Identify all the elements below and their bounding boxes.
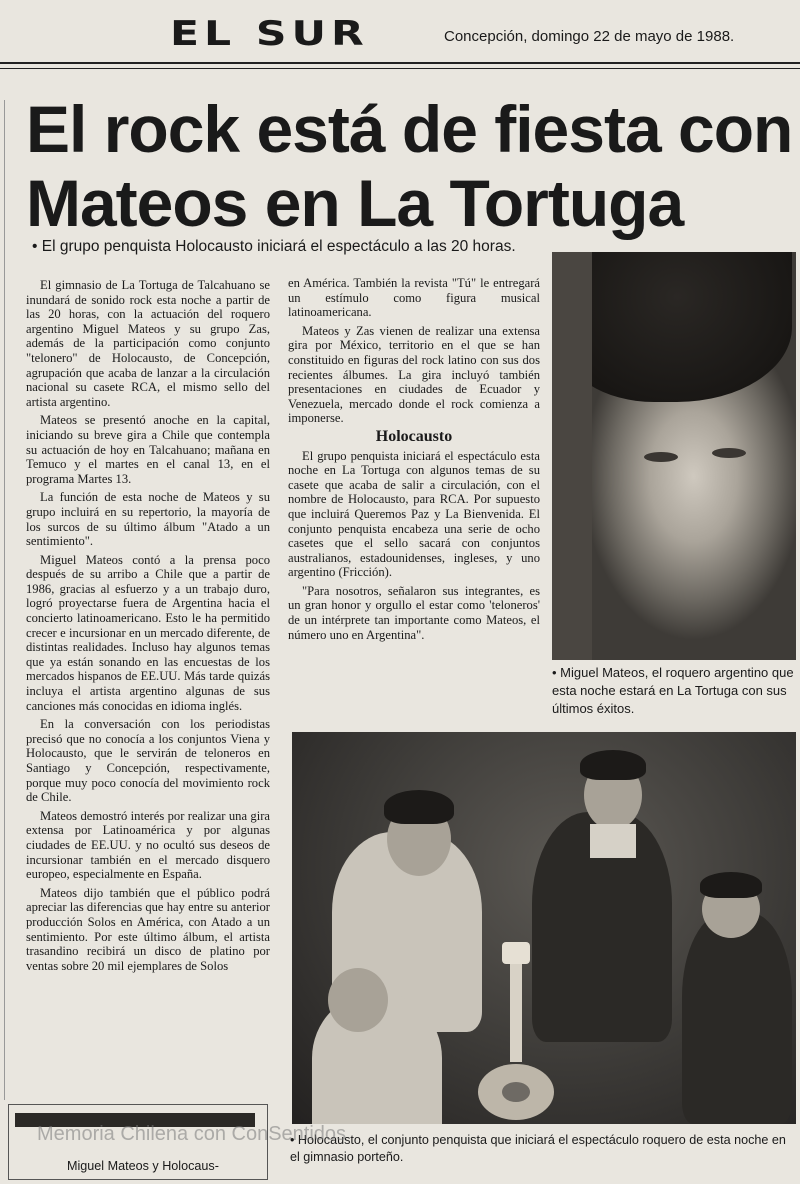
article-kicker: • El grupo penquista Holocausto iniciará el espectáculo a las 20 horas. bbox=[32, 238, 516, 255]
top-rule bbox=[0, 62, 800, 64]
paragraph: Mateos demostró interés por realizar una gira extensa por Latinoamérica y por algunas ciudades de EE.UU. y no ocultó sus deseos de incursionar también en el mercado disquero europeo, especialmente en España. bbox=[26, 808, 270, 882]
sidebar-box bbox=[8, 1104, 347, 1180]
paragraph: Mateos se presentó anoche en la capital, iniciando su breve gira a Chile que contempla su actuación de hoy en Talcahuano; mañana en Temuco y el martes en el canal 13, en el programa Martes 13. bbox=[26, 413, 270, 486]
portrait-hair bbox=[562, 252, 792, 402]
shirt-collar bbox=[590, 824, 636, 858]
dateline: Concepción, domingo 22 de mayo de 1988. bbox=[444, 28, 735, 45]
portrait-photo bbox=[552, 252, 796, 660]
sidebar-label: Miguel Mateos y Holocaus- bbox=[67, 1159, 219, 1173]
band-member-hair bbox=[384, 790, 454, 824]
band-photo bbox=[292, 732, 796, 1124]
band-member-head bbox=[328, 968, 388, 1032]
paragraph: Mateos dijo también que el público podrá apreciar las diferencias que hay entre su anterior producción Solos en América, con Atado a un sentimiento. Por este último álbum, el artista trasandino recibirá un disco de platino por ventas sobre 20 mil ejemplares de Solos bbox=[26, 885, 270, 973]
newspaper-masthead: EL SUR bbox=[170, 14, 369, 54]
paragraph: Miguel Mateos contó a la prensa poco después de su arribo a Chile que a partir de 1986, gracias al esfuerzo y a un trabajo duro, logró proyectarse fuera de Argentina hacia el concierto latinoamericano. Esto le ha permitido crecer e incursionar en un mercado diferente, de distintas realidades. Incluso hay algunos temas que ya están sonando en las encuestas de los mercados hispanos de EE.UU. Más tarde quizás incluya el artista argentino algunas de sus canciones más conocidas en idioma inglés. bbox=[26, 552, 270, 713]
portrait-eye bbox=[644, 452, 678, 462]
band-photo-caption: • Holocausto, el conjunto penquista que iniciará el espectáculo roquero de esta noche en el gimnasio porteño. bbox=[290, 1133, 786, 1164]
paragraph: "Para nosotros, señalaron sus integrantes, es un gran honor y orgullo el estar como 'teloneros' de un intérprete tan importante como Mateos, el número uno en Argentina". bbox=[288, 583, 540, 642]
guitar-icon bbox=[472, 942, 562, 1122]
margin-rule bbox=[4, 100, 5, 1100]
band-member-hair bbox=[700, 872, 762, 898]
band-member bbox=[682, 912, 792, 1124]
paragraph: Mateos y Zas vienen de realizar una extensa gira por México, territorio en el que se han constituido en figuras del rock latino con sus dos recientes álbumes. La gira incluyó también presentaciones en ciudades de Ecuador y Venezuela, mercado donde el rock comienza a imponerse. bbox=[288, 323, 540, 426]
portrait-eye bbox=[712, 448, 746, 458]
article-headline: El rock está de fiesta con Mateos en La Tortuga bbox=[26, 92, 793, 240]
article-column-2 bbox=[288, 276, 540, 716]
paragraph: En la conversación con los periodistas precisó que no conocía a los conjuntos Viena y Holocausto, que le servirán de teloneros en Santiago y Concepción, respectivamente, porque muy poco conocía del movimiento rock de Chile. bbox=[26, 717, 270, 805]
portrait-caption: • Miguel Mateos, el roquero argentino que esta noche estará en La Tortuga con sus últimos éxitos. bbox=[552, 665, 794, 716]
paragraph: El grupo penquista iniciará el espectáculo esta noche en La Tortuga con algunos temas de su casete que acaba de salir a circulación, con el nombre de Holocausto, para RCA. Por supuesto que incluirá Queremos Paz y La Bienvenida. El conjunto penquista encabeza una serie de ocho casetes que el sello sacará con conjuntos australianos, estadounidenses, ingleses, y uno argentino (Fricción). bbox=[288, 448, 540, 580]
paragraph: en América. También la revista "Tú" le entregará un estímulo como figura musical latinoamericana. bbox=[288, 276, 540, 320]
paragraph: El gimnasio de La Tortuga de Talcahuano se inundará de sonido rock esta noche a partir de las 20 horas, con la actuación del roquero argentino Miguel Mateos y su grupo Zas, además de la participación como conjunto "telonero" de Holocausto, de Concepción, agrupación que acaba de lanzar a la circulación nacional su casete RCA, el mismo sello del artista argentino. bbox=[26, 278, 270, 409]
watermark: Memoria Chilena con ConSentidos bbox=[37, 1123, 347, 1145]
section-subhead: Holocausto bbox=[375, 427, 453, 445]
portrait-shadow bbox=[552, 252, 592, 660]
band-member-hair bbox=[580, 750, 646, 780]
top-rule-thin bbox=[0, 68, 800, 69]
article-column-1 bbox=[26, 278, 270, 1098]
paragraph: La función de esta noche de Mateos y su grupo incluirá en su repertorio, la mayoría de los surcos de su último álbum "Atado a un sentimiento". bbox=[26, 490, 270, 549]
